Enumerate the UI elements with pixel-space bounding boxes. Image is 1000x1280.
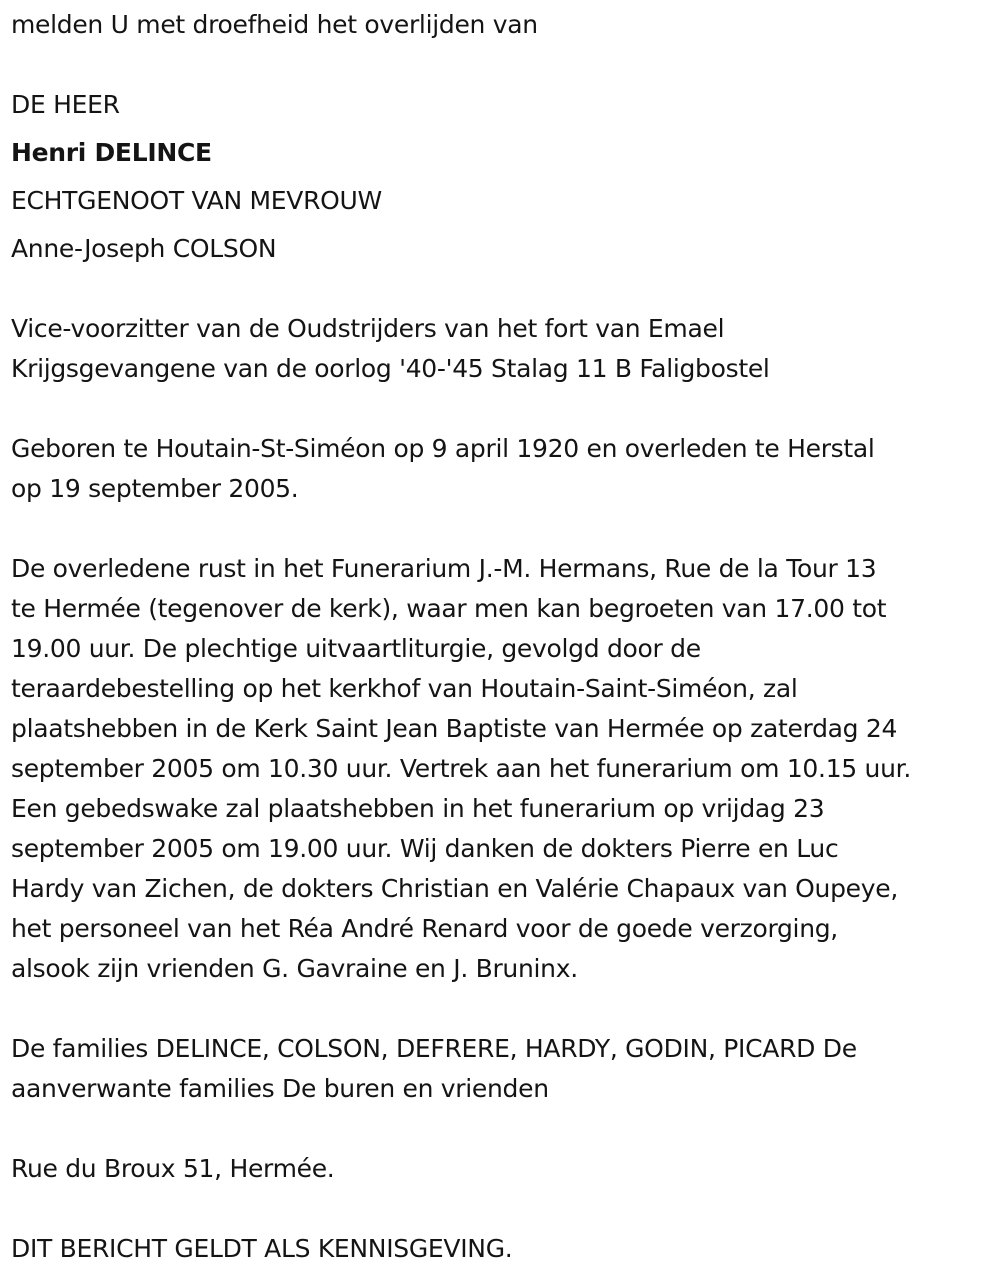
deceased-title: DE HEER	[11, 90, 120, 119]
arrangements-line: De overledene rust in het Funerarium J.-M. Hermans, Rue de la Tour 13	[11, 554, 877, 583]
arrangements-line: september 2005 om 10.30 uur. Vertrek aan het funerarium om 10.15 uur.	[11, 754, 911, 783]
function-line: Krijgsgevangene van de oorlog '40-'45 Stalag 11 B Faligbostel	[11, 354, 770, 383]
spouse-name: Anne-Joseph COLSON	[11, 234, 277, 263]
arrangements-line: het personeel van het Réa André Renard voor de goede verzorging,	[11, 914, 838, 943]
deceased-name: Henri DELINCE	[11, 138, 212, 167]
arrangements-line: Een gebedswake zal plaatshebben in het funerarium op vrijdag 23	[11, 794, 825, 823]
notice-line: DIT BERICHT GELDT ALS KENNISGEVING.	[11, 1234, 513, 1263]
families-line: De families DELINCE, COLSON, DEFRERE, HARDY, GODIN, PICARD De	[11, 1034, 857, 1063]
arrangements-line: teraardebestelling op het kerkhof van Houtain-Saint-Siméon, zal	[11, 674, 798, 703]
arrangements-line: september 2005 om 19.00 uur. Wij danken de dokters Pierre en Luc	[11, 834, 839, 863]
arrangements-line: Hardy van Zichen, de dokters Christian en Valérie Chapaux van Oupeye,	[11, 874, 898, 903]
arrangements-line: plaatshebben in de Kerk Saint Jean Baptiste van Hermée op zaterdag 24	[11, 714, 898, 743]
address-line: Rue du Broux 51, Hermée.	[11, 1154, 335, 1183]
families-line: aanverwante families De buren en vrienden	[11, 1074, 549, 1103]
arrangements-line: alsook zijn vrienden G. Gavraine en J. Bruninx.	[11, 954, 578, 983]
birth-death-line: op 19 september 2005.	[11, 474, 299, 503]
intro-text: melden U met droefheid het overlijden van	[11, 10, 538, 39]
function-line: Vice-voorzitter van de Oudstrijders van het fort van Emael	[11, 314, 725, 343]
arrangements-line: te Hermée (tegenover de kerk), waar men kan begroeten van 17.00 tot	[11, 594, 887, 623]
arrangements-line: 19.00 uur. De plechtige uitvaartliturgie, gevolgd door de	[11, 634, 701, 663]
spouse-label: ECHTGENOOT VAN MEVROUW	[11, 186, 382, 215]
birth-death-line: Geboren te Houtain-St-Siméon op 9 april 1920 en overleden te Herstal	[11, 434, 875, 463]
